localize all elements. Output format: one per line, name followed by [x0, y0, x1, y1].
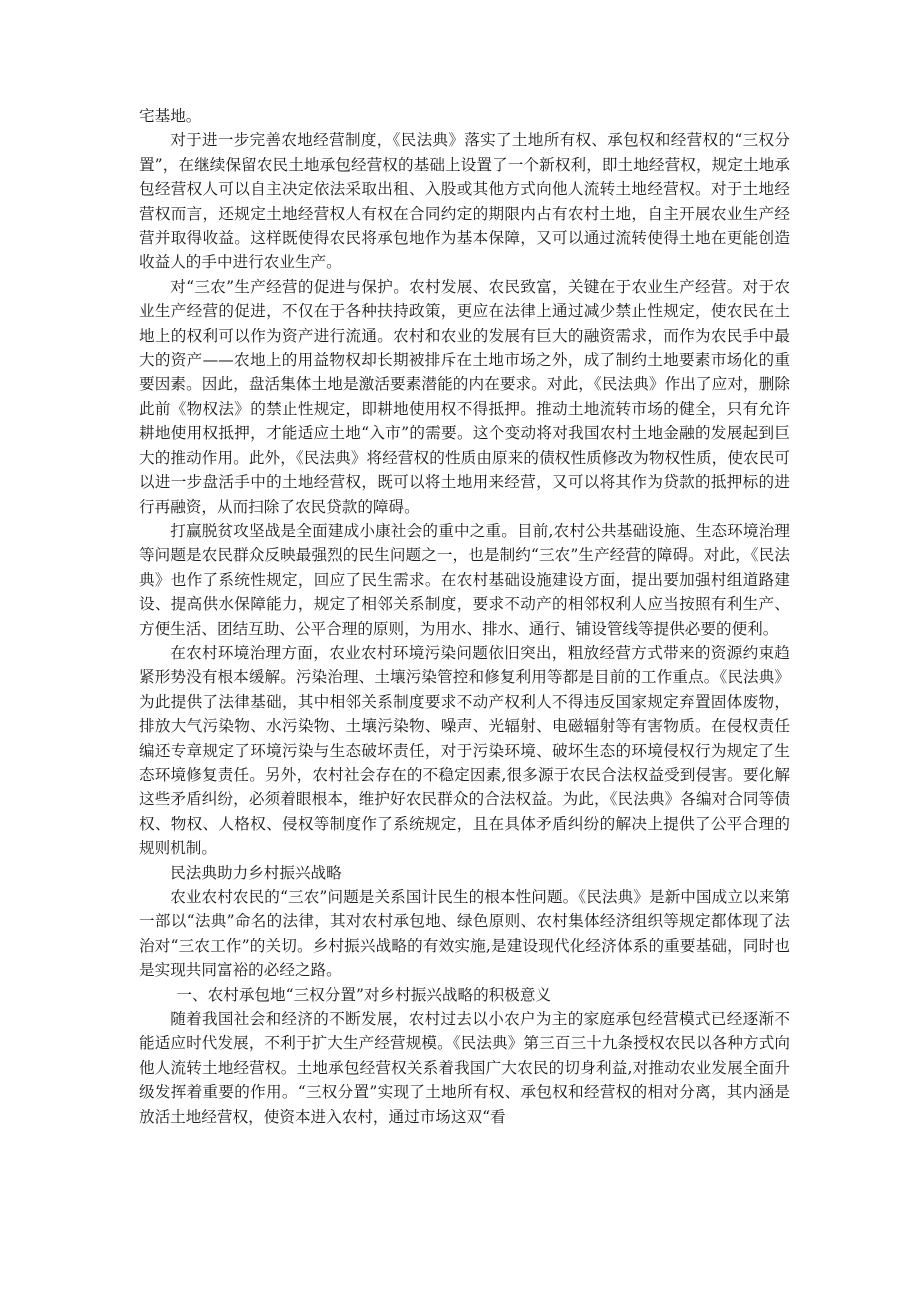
- section-heading-one: 一、农村承包地“三权分置”对乡村振兴战略的积极意义: [176, 985, 552, 1004]
- section-title: 民法典助力乡村振兴战略: [170, 863, 342, 882]
- paragraph-land-management: 对于进一步完善农地经营制度，《民法典》落实了土地所有权、承包权和经营权的“三权分置”，在继续保留农民土地承包经营权的基础上设置了一个新权利，即土地经营权，规定土地承包经营权人可以自主决定依法采取出租、入股或其他方式向他人流转土地经营权。对于土地经营权而言，还规定土地经营权人有权在合同约定的期限内占有农村土地，自主开展农业生产经营并取得收益。这样既使得农民将承包地作为基本保障，又可以通过流转使得土地在更能创造收益人的手中进行农业生产。: [139, 131, 790, 272]
- paragraph-continuation: 宅基地。: [139, 107, 202, 125]
- paragraph-rural-issues: 农业农村农民的“三农”问题是关系国计民生的根本性问题。《民法典》是新中国成立以来第一部以“法典”命名的法律，其对农村承包地、绿色原则、农村集体经济组织等规定都体现了法治对“三农工作”的关切。乡村振兴战略的有效实施,是建设现代化经济体系的重要基础，同时也是实现共同富裕的必经之路。: [139, 888, 790, 980]
- paragraph-production-promotion: 对“三农”生产经营的促进与保护。农村发展、农民致富，关键在于农业生产经营。对于农业生产经营的促进，不仅在于各种扶持政策，更应在法律上通过减少禁止性规定，使农民在土地上的权利可以作为资产进行流通。农村和农业的发展有巨大的融资需求，而作为农民手中最大的资产——农地上的用益物权却长期被排斥在土地市场之外，成了制约土地要素市场化的重要因素。因此，盘活集体土地是激活要素潜能的内在要求。对此，《民法典》作出了应对，删除此前《物权法》的禁止性规定，即耕地使用权不得抵押。推动土地流转市场的健全，只有允许耕地使用权抵押，才能适应土地“入市”的需要。这个变动将对我国农村土地金融的发展起到巨大的推动作用。此外，《民法典》将经营权的性质由原来的债权性质修改为物权性质，使农民可以进一步盘活手中的土地经营权，既可以将土地用来经营，又可以将其作为贷款的抵押标的进行再融资，从而扫除了农民贷款的障碍。: [139, 277, 790, 516]
- paragraph-environment: 在农村环境治理方面，农业农村环境污染问题依旧突出，粗放经营方式带来的资源约束趋紧形势没有根本缓解。污染治理、土壤污染管控和修复利用等都是目前的工作重点。《民法典》为此提供了法律基础，其中相邻关系制度要求不动产权利人不得违反国家规定弃置固体废物，排放大气污染物、水污染物、土壤污染物、噪声、光辐射、电磁辐射等有害物质。在侵权责任编还专章规定了环境污染与生态破坏责任，对于污染环境、破坏生态的环境侵权行为规定了生态环境修复责任。另外，农村社会存在的不稳定因素,很多源于农民合法权益受到侵害。要化解这些矛盾纠纷，必须着眼根本，维护好农民群众的合法权益。为此，《民法典》各编对合同等债权、物权、人格权、侵权等制度作了系统规定，且在具体矛盾纠纷的解决上提供了公平合理的规则机制。: [139, 643, 790, 858]
- document-body: [139, 104, 790, 1129]
- paragraph-three-rights: 随着我国社会和经济的不断发展，农村过去以小农户为主的家庭承包经营模式已经逐渐不能适应时代发展，不利于扩大生产经营规模。《民法典》第三百三十九条授权农民以各种方式向他人流转土地经营权。土地承包经营权关系着我国广大农民的切身利益,对推动农业发展全面升级发挥着重要的作用。“三权分置”实现了土地所有权、承包权和经营权的相对分离，其内涵是放活土地经营权，使资本进入农村，通过市场这双“看: [139, 1010, 790, 1126]
- paragraph-poverty-alleviation: 打赢脱贫攻坚战是全面建成小康社会的重中之重。目前,农村公共基础设施、生态环境治理等问题是农民群众反映最强烈的民生问题之一，也是制约“三农”生产经营的障碍。对此，《民法典》也作了系统性规定，回应了民生需求。在农村基础设施建设方面，提出要加强村组道路建设、提高供水保障能力，规定了相邻关系制度，要求不动产的相邻权利人应当按照有利生产、方便生活、团结互助、公平合理的原则，为用水、排水、通行、铺设管线等提供必要的便利。: [139, 521, 790, 638]
